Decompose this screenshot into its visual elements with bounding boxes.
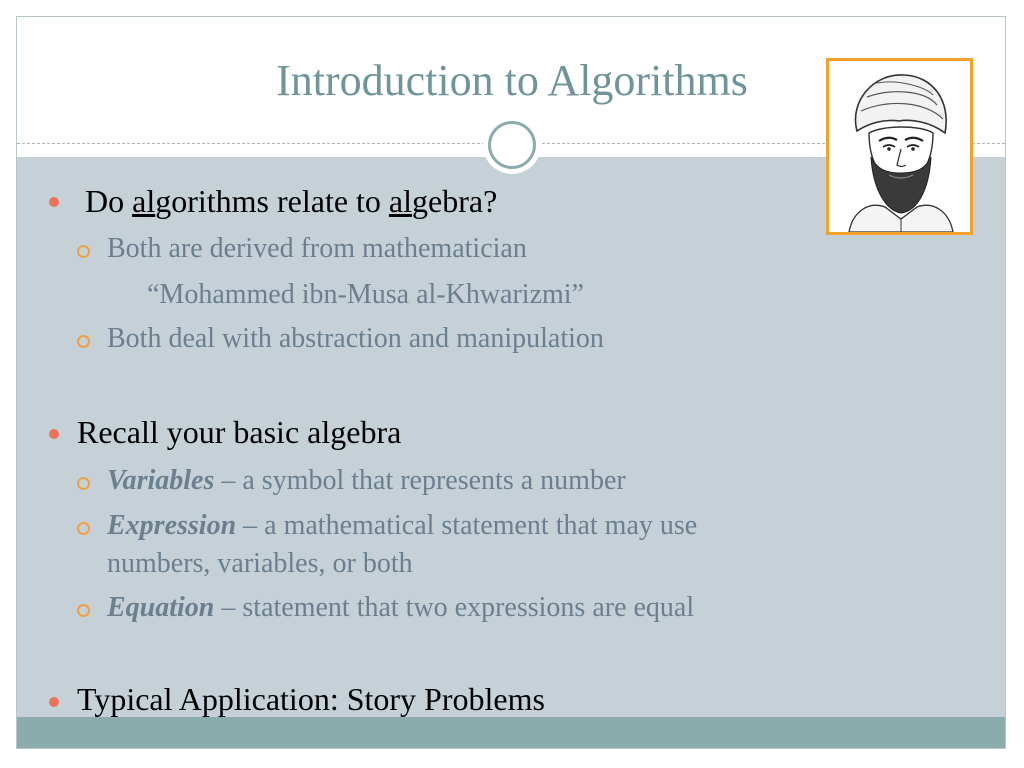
question-al-2: al [388, 183, 413, 219]
slide [16, 16, 1006, 749]
bullet-dot-icon [49, 197, 59, 207]
sub-bullet-equation [107, 592, 694, 624]
equation-term: Equation [107, 592, 215, 623]
sub-bullet-abstraction: Both deal with abstraction and manipulation [107, 323, 604, 354]
bullet-typical: Typical Application: Story Problems [77, 681, 545, 717]
variables-definition: – a symbol that represents a number [214, 465, 626, 496]
bullet-recall: Recall your basic algebra [77, 414, 402, 450]
sub-bullet-derived: Both are derived from mathematician [107, 233, 527, 264]
sub-bullet-icon [77, 604, 90, 617]
sub-bullet-icon [77, 522, 90, 535]
question-al-1: al [132, 183, 156, 219]
expression-term: Expression [107, 510, 237, 541]
question-mid: gorithms relate to [155, 183, 389, 219]
sub-bullet-expression [107, 510, 697, 542]
bullet-question [85, 183, 497, 220]
bullet-dot-icon [49, 697, 59, 707]
sub-bullet-variables [107, 465, 626, 497]
sub-bullet-icon [77, 477, 90, 490]
sub-bullet-icon [77, 335, 90, 348]
question-post: gebra? [412, 183, 498, 219]
slide-title: Introduction to Algorithms [276, 56, 748, 105]
equation-definition: – statement that two expressions are equal [214, 592, 695, 623]
bullet-dot-icon [49, 429, 59, 439]
sub-bullet-derived-cont: “Mohammed ibn-Musa al-Khwarizmi” [147, 279, 584, 310]
question-pre: Do [85, 183, 133, 219]
slide-content [17, 17, 1005, 748]
sub-bullet-icon [77, 245, 90, 258]
variables-term: Variables [107, 465, 215, 496]
expression-definition: – a mathematical statement that may use [236, 510, 698, 541]
sub-bullet-expression-cont: numbers, variables, or both [107, 548, 413, 579]
